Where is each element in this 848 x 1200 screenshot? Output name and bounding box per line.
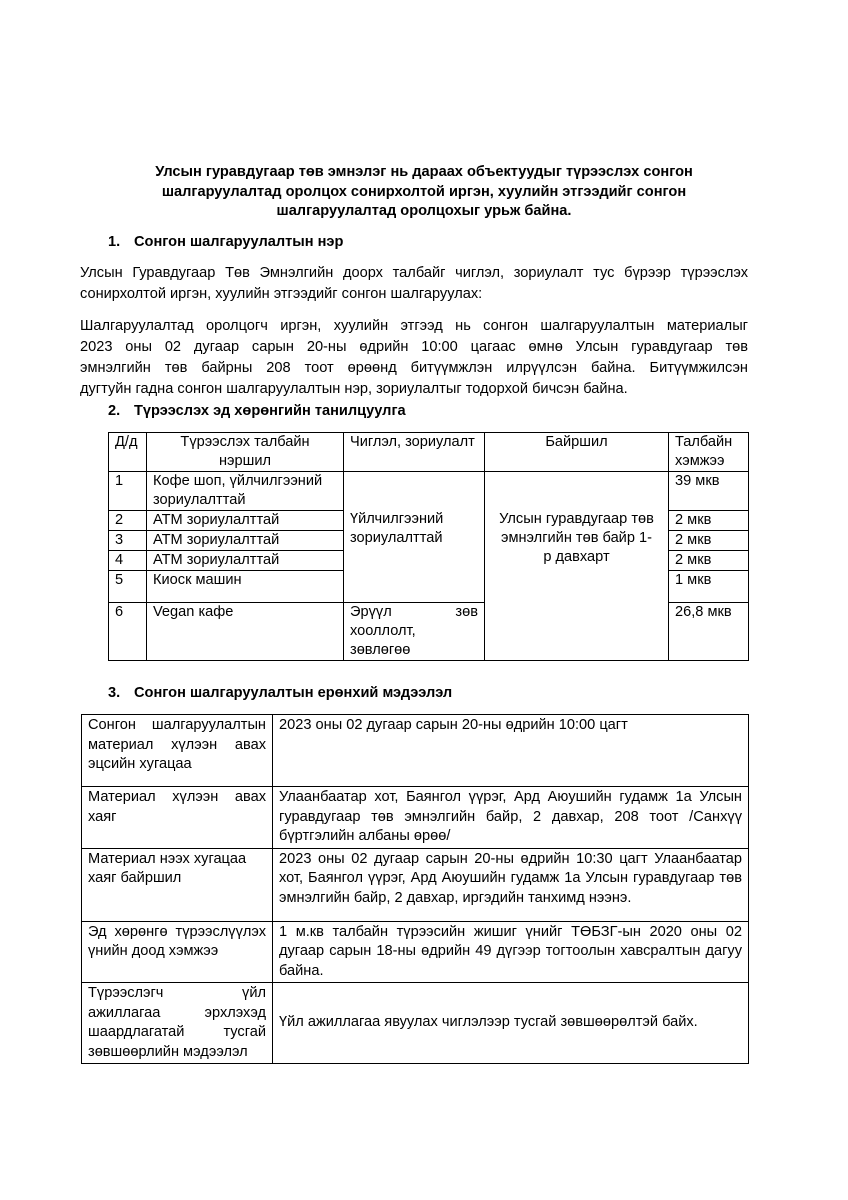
info-label: Түрээслэгч үйл ажиллагаа эрхлэхэд шаардлагатай тусгай зөвшөөрлийн мэдээлэл xyxy=(82,983,273,1064)
row-name: АТМ зориулалттай xyxy=(147,531,344,551)
location-cell: Улсын гуравдугаар төв эмнэлгийн төв байр 1-р давхарт xyxy=(485,472,669,661)
section-3-heading xyxy=(108,684,452,703)
row-size: 2 мкв xyxy=(669,551,749,571)
document-title xyxy=(100,163,748,222)
info-value: 2023 оны 02 дугаар сарын 20-ны өдрийн 10:30 цагт Улаанбаатар хот, Баянгол үүрэг, Ард Аюушийн гудамж 1а Улсын гуравдугаар төв эмнэлгийн байр, 2 давхар, иргэдийн танхимд нээнэ. xyxy=(273,848,749,921)
row-size: 26,8 мкв xyxy=(669,603,749,661)
paragraph-line: Улсын Гуравдугаар Төв Эмнэлгийн доорх талбайг чиглэл, зориулалт тус бүрээр түрээслэх xyxy=(80,265,748,281)
section-1-paragraph-2 xyxy=(80,316,748,400)
row-number: 5 xyxy=(109,571,147,603)
row-size: 2 мкв xyxy=(669,511,749,531)
table-header-row xyxy=(109,433,749,472)
info-value: Үйл ажиллагаа явуулах чиглэлээр тусгай зөвшөөрөлтэй байх. xyxy=(273,983,749,1064)
header-cell: Талбайн хэмжээ xyxy=(669,433,749,472)
title-line: шалгаруулалтад оролцох сонирхолтой иргэн, хуулийн этгээдийг сонгон xyxy=(161,183,687,200)
table-row xyxy=(82,921,749,983)
row-name: АТМ зориулалттай xyxy=(147,551,344,571)
section-number: 1. xyxy=(108,234,121,250)
header-cell: Д/д xyxy=(109,433,147,472)
info-label: Материал нээх хугацаа хаяг байршил xyxy=(82,848,273,921)
info-label: Эд хөрөнгө түрээслүүлэх үнийн доод хэмжээ xyxy=(82,921,273,983)
table-row xyxy=(82,715,749,787)
direction-cell: Үйлчилгээний зориулалттай xyxy=(344,472,485,603)
paragraph-line: эмнэлгийн төв байрны 208 тоот өрөөнд битүүмжлэн илрүүлсэн байна. Битүүмжилсэн xyxy=(80,360,748,376)
row-number: 4 xyxy=(109,551,147,571)
row-number: 2 xyxy=(109,511,147,531)
info-label: Сонгон шалгаруулалтын материал хүлээн авах эцсийн хугацаа xyxy=(82,715,273,787)
header-cell: Түрээслэх талбайн нэршил xyxy=(147,433,344,472)
table-row xyxy=(109,472,749,511)
general-info-table xyxy=(81,714,749,1064)
paragraph-line: сонирхолтой иргэн, хуулийн этгээдийг сонгон шалгаруулах: xyxy=(80,286,483,302)
row-size: 2 мкв xyxy=(669,531,749,551)
header-cell: Байршил xyxy=(485,433,669,472)
paragraph-line: дугтуйн гадна сонгон шалгаруулалтын нэр, зориулалтыг тодорхой бичсэн байна. xyxy=(80,381,628,397)
title-line: шалгаруулалтад оролцохыг урьж байна. xyxy=(276,203,572,219)
row-name: Кофе шоп, үйлчилгээний зориулалттай xyxy=(147,472,344,511)
row-name: Vegan кафе xyxy=(147,603,344,661)
header-cell: Чиглэл, зориулалт xyxy=(344,433,485,472)
property-table xyxy=(108,432,749,661)
row-name: Киоск машин xyxy=(147,571,344,603)
info-label: Материал хүлээн авах хаяг xyxy=(82,787,273,849)
row-number: 3 xyxy=(109,531,147,551)
row-size: 39 мкв xyxy=(669,472,749,511)
title-line: Улсын гуравдугаар төв эмнэлэг нь дараах объектуудыг түрээслэх сонгон xyxy=(155,164,693,180)
paragraph-line: Шалгаруулалтад оролцогч иргэн, хуулийн этгээд нь сонгон шалгаруулалтын материалыг xyxy=(80,318,748,334)
section-number: 3. xyxy=(108,685,121,701)
paragraph-line: 2023 оны 02 дугаар сарын 20-ны өдрийн 10:00 цагаас өмнө Улсын гуравдугаар төв xyxy=(80,339,748,355)
section-1-heading xyxy=(108,233,343,252)
section-2-heading xyxy=(108,402,406,421)
row-number: 6 xyxy=(109,603,147,661)
row-name: АТМ зориулалттай xyxy=(147,511,344,531)
direction-cell-vegan: Эрүүл зөв хооллолт, зөвлөгөө xyxy=(344,603,485,661)
table-row xyxy=(82,983,749,1064)
row-number: 1 xyxy=(109,472,147,511)
row-size: 1 мкв xyxy=(669,571,749,603)
section-title: Түрээслэх эд хөрөнгийн танилцуулга xyxy=(134,403,406,419)
section-title: Сонгон шалгаруулалтын ерөнхий мэдээлэл xyxy=(134,685,453,701)
table-row xyxy=(82,787,749,849)
info-value: 2023 оны 02 дугаар сарын 20-ны өдрийн 10:00 цагт xyxy=(273,715,749,787)
info-value: Улаанбаатар хот, Баянгол үүрэг, Ард Аюушийн гудамж 1а Улсын гуравдугаар төв эмнэлгийн байр, 2 давхар, 208 тоот /Санхүү бүртгэлийн албаны өрөө/ xyxy=(273,787,749,849)
section-title: Сонгон шалгаруулалтын нэр xyxy=(134,234,344,250)
section-1-paragraph-1 xyxy=(80,263,748,305)
table-row xyxy=(82,848,749,921)
info-value: 1 м.кв талбайн түрээсийн жишиг үнийг ТӨБЗГ-ын 2020 оны 02 дугаар сарын 18-ны өдрийн 49 дүгээр тогтоолын хавсралтын дагуу байна. xyxy=(273,921,749,983)
section-number: 2. xyxy=(108,403,121,419)
